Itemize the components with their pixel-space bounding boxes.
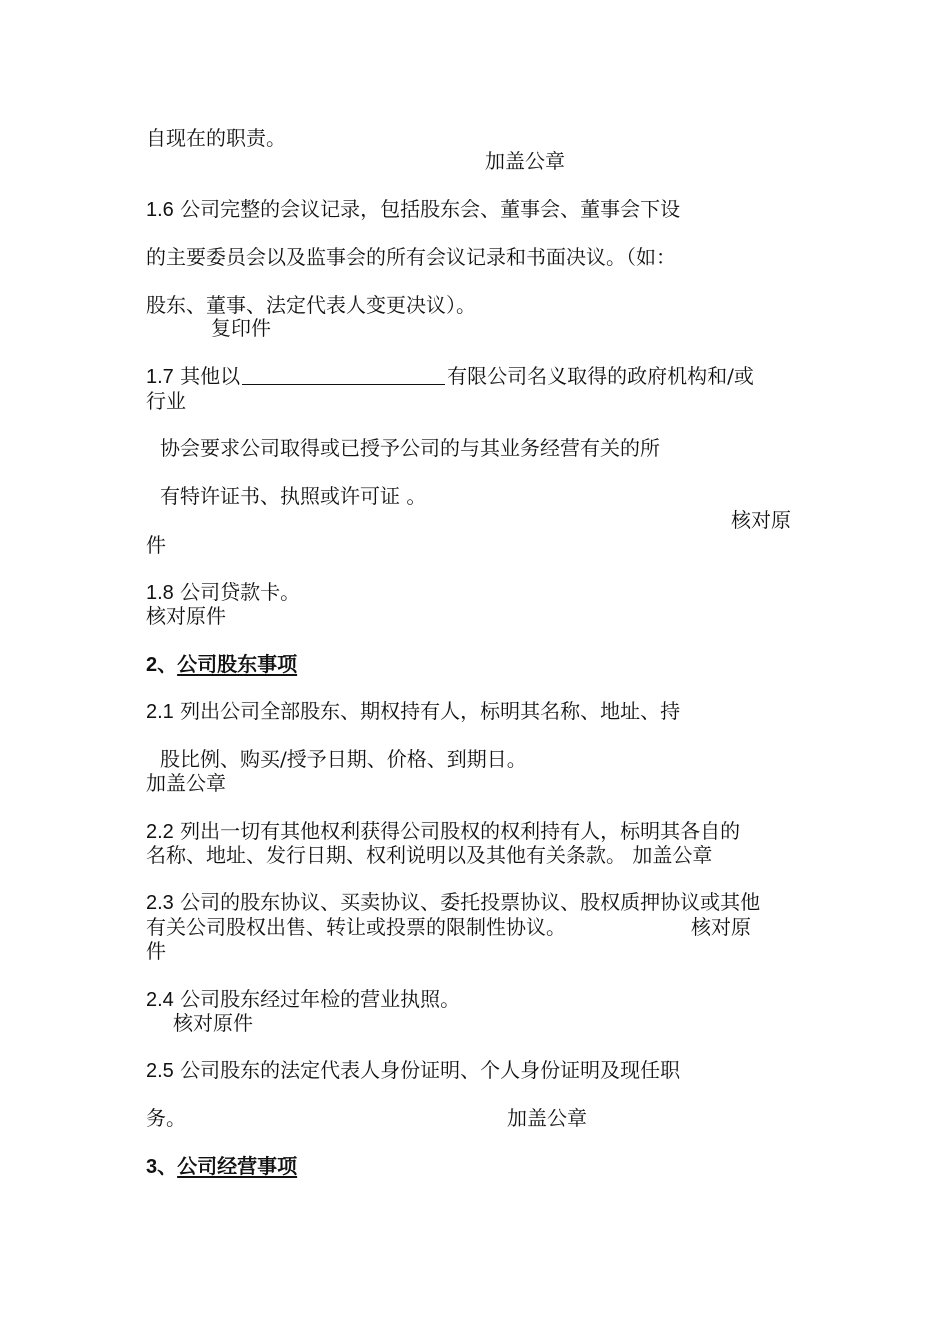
stamp-note: 加盖公章: [507, 1106, 587, 1130]
text-line: 件: [146, 939, 166, 963]
item-number: 1.6: [146, 199, 174, 221]
text-line: 名称、地址、发行日期、权利说明以及其他有关条款。 加盖公章: [146, 843, 713, 867]
copy-note: 复印件: [211, 316, 271, 340]
text-line: 行业: [146, 389, 186, 413]
item-2-1: [146, 699, 680, 724]
item-number: 1.7: [146, 366, 174, 388]
item-number: 2.3: [146, 892, 174, 914]
item-1-7: [146, 364, 754, 389]
item-text: 公司股东的法定代表人身份证明、个人身份证明及现任职: [180, 1058, 681, 1082]
section-title: 公司股东事项: [177, 652, 298, 676]
text-line: 件: [146, 533, 166, 557]
section-heading-3: [146, 1154, 297, 1179]
text-line: 务。: [146, 1106, 186, 1130]
item-2-3: [146, 890, 760, 915]
item-text: 有限公司名义取得的政府机构和/或: [447, 364, 754, 388]
item-number: 1.8: [146, 582, 174, 604]
item-number: 2.1: [146, 701, 174, 723]
text-line: 自现在的职责。: [146, 126, 286, 150]
item-1-8: [146, 580, 300, 605]
verify-note: 核对原件: [146, 604, 226, 628]
text-line: 股比例、购买/授予日期、价格、到期日。: [160, 747, 527, 771]
text-line: 的主要委员会以及监事会的所有会议记录和书面决议。（如：: [146, 245, 676, 269]
item-1-6: [146, 197, 680, 222]
section-number: 3、: [146, 1156, 178, 1178]
text-line: 股东、董事、法定代表人变更决议）。: [146, 293, 476, 317]
item-2-4: [146, 987, 460, 1012]
verify-note: 核对原: [731, 508, 791, 532]
text-line: 有特许证书、执照或许可证 。: [160, 484, 427, 508]
item-text: 公司贷款卡。: [180, 580, 301, 604]
section-title: 公司经营事项: [177, 1154, 298, 1178]
stamp-note: 加盖公章: [485, 149, 565, 173]
item-text: 公司完整的会议记录，包括股东会、董事会、董事会下设: [180, 197, 681, 221]
item-number: 2.4: [146, 989, 174, 1011]
item-text: 其他以: [180, 364, 241, 388]
item-2-5: [146, 1058, 680, 1083]
section-number: 2、: [146, 654, 178, 676]
verify-note: 核对原件: [173, 1011, 253, 1035]
text-line: 有关公司股权出售、转让或投票的限制性协议。: [146, 915, 566, 939]
item-text: 列出一切有其他权利获得公司股权的权利持有人，标明其各自的: [180, 819, 741, 843]
text-line: 协会要求公司取得或已授予公司的与其业务经营有关的所: [160, 436, 660, 460]
item-2-2: [146, 819, 740, 844]
item-number: 2.2: [146, 821, 174, 843]
verify-note: 核对原: [691, 915, 751, 939]
item-text: 公司股东经过年检的营业执照。: [180, 987, 461, 1011]
stamp-note: 加盖公章: [146, 771, 226, 795]
fill-in-blank: [242, 364, 445, 385]
item-text: 列出公司全部股东、期权持有人，标明其名称、地址、持: [180, 699, 681, 723]
section-heading-2: [146, 652, 297, 677]
item-text: 公司的股东协议、买卖协议、委托投票协议、股权质押协议或其他: [180, 890, 761, 914]
item-number: 2.5: [146, 1060, 174, 1082]
